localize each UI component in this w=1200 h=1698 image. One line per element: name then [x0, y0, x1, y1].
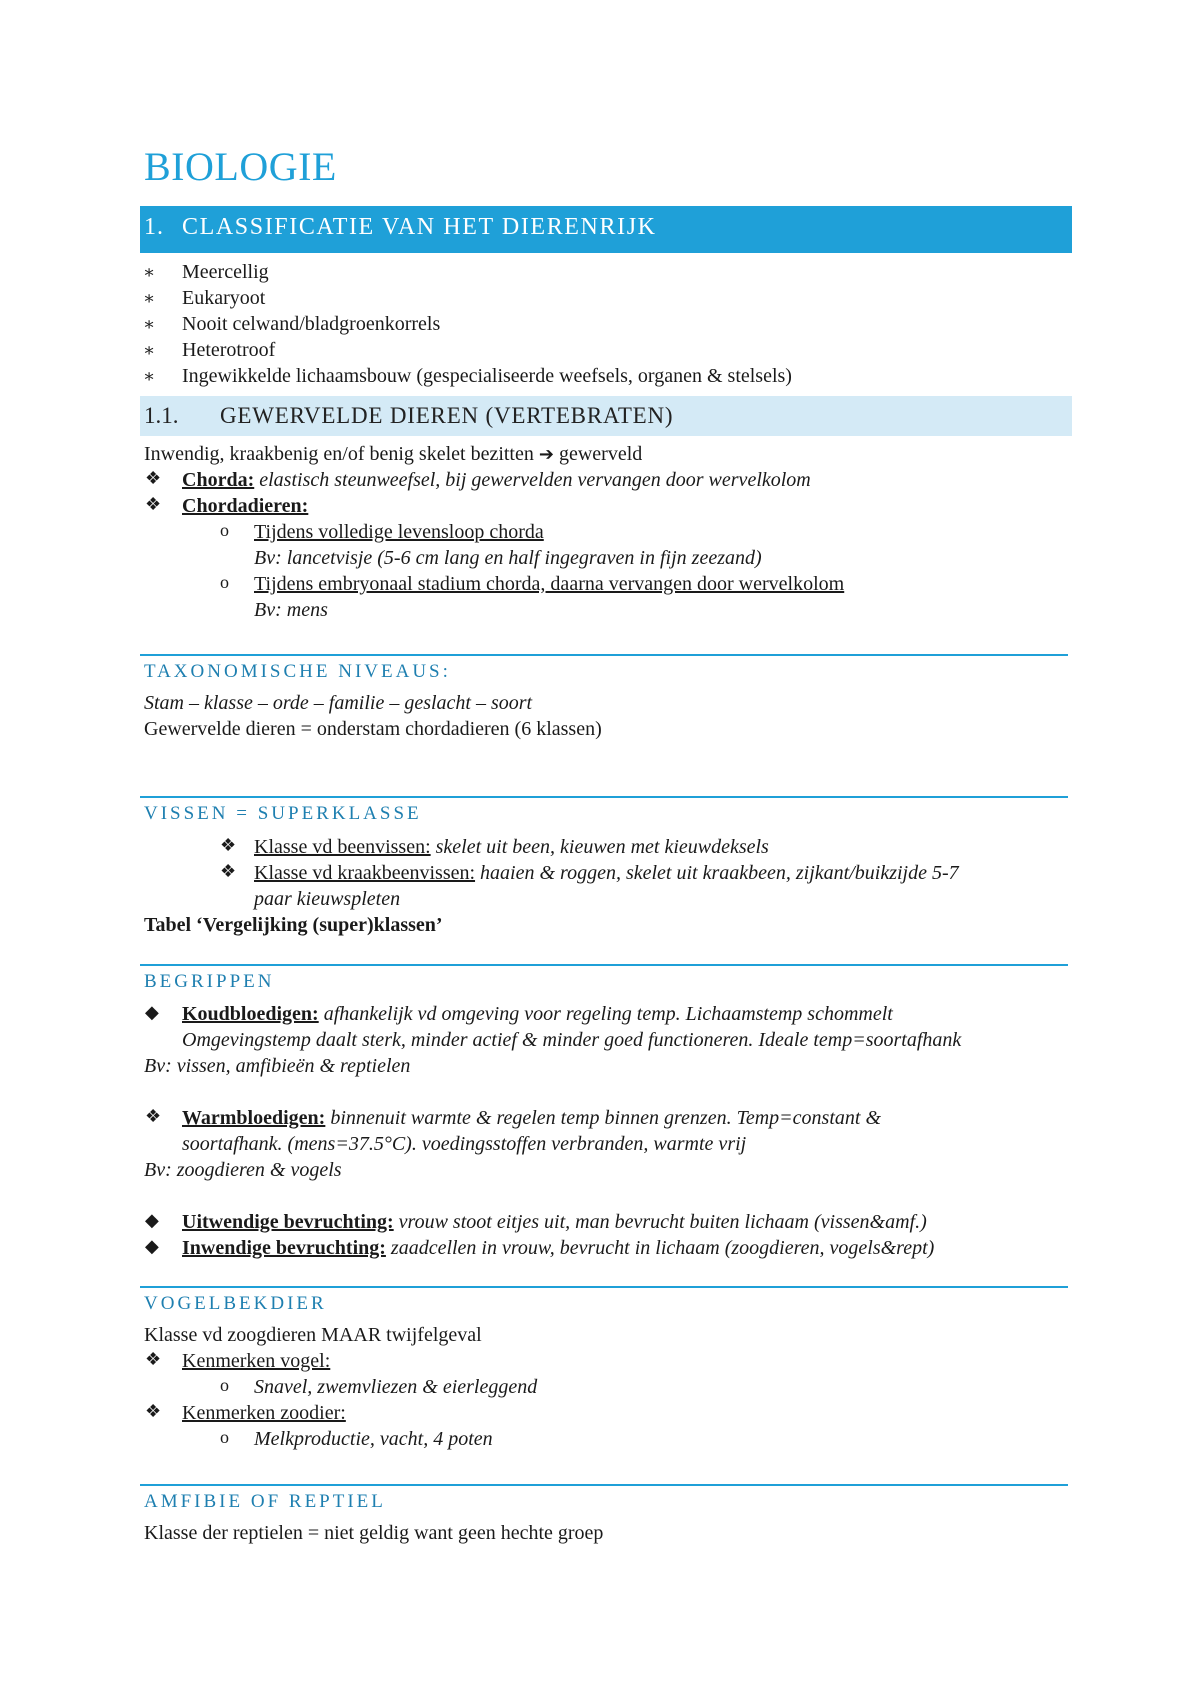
list-item: Heterotroof — [182, 339, 276, 361]
heading-rule — [140, 796, 1068, 798]
term-text-continued: soortafhank. (mens=37.5°C). voedingsstoffen verbranden, warmte vrij — [182, 1133, 747, 1155]
heading-rule — [140, 1286, 1068, 1288]
subsection-heading: GEWERVELDE DIEREN (VERTEBRATEN) — [220, 403, 674, 428]
example-text: Bv: lancetvisje (5-6 cm lang en half ingegraven in fijn zeezand) — [254, 547, 762, 569]
section-heading: CLASSIFICATIE VAN HET DIERENRIJK — [182, 214, 657, 240]
intro-line — [144, 441, 642, 468]
diamond-bullet-icon: ❖ — [145, 468, 162, 488]
paragraph: Gewervelde dieren = onderstam chordadieren (6 klassen) — [144, 718, 602, 740]
page-title: BIOLOGIE — [144, 144, 337, 189]
term-text: skelet uit been, kieuwen met kieuwdeksels — [435, 836, 769, 858]
vissen-item — [254, 860, 959, 886]
term-text: elastisch steunweefsel, bij gewervelden vervangen door wervelkolom — [259, 469, 811, 491]
term-label: Klasse vd kraakbeenvissen: — [254, 862, 476, 884]
heading-vissen: VISSEN = SUPERKLASSE — [144, 803, 422, 824]
intro-result: gewerveld — [558, 443, 643, 465]
subsection-heading-bar — [140, 396, 1072, 436]
term-text: haaien & roggen, skelet uit kraakbeen, zijkant/buikzijde 5-7 — [480, 862, 959, 884]
term-label: Chorda: — [182, 469, 255, 491]
term-text: binnenuit warmte & regelen temp binnen grenzen. Temp=constant & — [330, 1107, 881, 1129]
term-label: Klasse vd beenvissen: — [254, 836, 431, 858]
diamond-bullet-icon: ❖ — [145, 1401, 162, 1421]
diamond-bullet-icon: ❖ — [145, 1349, 162, 1369]
heading-vogelbekdier: VOGELBEKDIER — [144, 1293, 327, 1314]
circle-bullet-icon: o — [220, 1375, 229, 1395]
table-reference: Tabel ‘Vergelijking (super)klassen’ — [144, 914, 443, 936]
filled-diamond-bullet-icon: ◆ — [145, 1002, 159, 1022]
section-heading-bar — [140, 206, 1072, 253]
term-label: Inwendige bevruchting: — [182, 1237, 386, 1259]
term-text: zaadcellen in vrouw, bevrucht in lichaam (zoogdieren, vogels&rept) — [390, 1237, 935, 1259]
sub-item: Melkproductie, vacht, 4 poten — [254, 1428, 493, 1450]
example-text: Bv: mens — [254, 599, 328, 621]
example-text: Bv: zoogdieren & vogels — [144, 1159, 342, 1181]
heading-rule — [140, 1484, 1068, 1486]
list-item: Ingewikkelde lichaamsbouw (gespecialiseerde weefsels, organen & stelsels) — [182, 365, 792, 387]
heading-begrippen: BEGRIPPEN — [144, 971, 275, 992]
definition-inwendige-bevruchting — [182, 1235, 934, 1261]
circle-bullet-icon: o — [220, 520, 229, 540]
star-bullet-icon: ∗ — [143, 340, 156, 360]
star-bullet-icon: ∗ — [143, 288, 156, 308]
list-item: Meercellig — [182, 261, 269, 283]
list-item: Nooit celwand/bladgroenkorrels — [182, 313, 441, 335]
term-text-continued: Omgevingstemp daalt sterk, minder actief & minder goed functioneren. Ideale temp=soortafhank — [182, 1029, 962, 1051]
diamond-bullet-icon: ❖ — [145, 494, 162, 514]
star-bullet-icon: ∗ — [143, 262, 156, 282]
example-text: Bv: vissen, amfibieën & reptielen — [144, 1055, 411, 1077]
star-bullet-icon: ∗ — [143, 366, 156, 386]
diamond-bullet-icon: ❖ — [220, 835, 237, 855]
diamond-bullet-icon: ❖ — [220, 861, 237, 881]
subsection-number: 1.1. — [144, 403, 179, 428]
term-label: Kenmerken zoodier: — [182, 1402, 346, 1424]
term-text: afhankelijk vd omgeving voor regeling temp. Lichaamstemp schommelt — [323, 1003, 893, 1025]
sub-item: Tijdens volledige levensloop chorda — [254, 521, 544, 543]
term-label: Uitwendige bevruchting: — [182, 1211, 394, 1233]
term-label: Warmbloedigen: — [182, 1107, 326, 1129]
paragraph: Klasse vd zoogdieren MAAR twijfelgeval — [144, 1324, 482, 1346]
heading-rule — [140, 964, 1068, 966]
sub-item: Snavel, zwemvliezen & eierleggend — [254, 1376, 538, 1398]
paragraph: Stam – klasse – orde – familie – geslacht – soort — [144, 692, 533, 714]
vissen-item — [254, 834, 769, 860]
chorda-definition — [182, 467, 811, 493]
definition-warmbloedigen — [182, 1105, 881, 1131]
definition-koudbloedigen — [182, 1001, 893, 1027]
intro-text: Inwendig, kraakbenig en/of benig skelet bezitten — [144, 443, 534, 465]
definition-uitwendige-bevruchting — [182, 1209, 927, 1235]
section-number: 1. — [144, 214, 164, 240]
term-label: Koudbloedigen: — [182, 1003, 319, 1025]
star-bullet-icon: ∗ — [143, 314, 156, 334]
sub-item: Tijdens embryonaal stadium chorda, daarna vervangen door wervelkolom — [254, 573, 845, 595]
filled-diamond-bullet-icon: ◆ — [145, 1210, 159, 1230]
arrow-right-icon: ➔ — [538, 444, 554, 465]
term-label: Kenmerken vogel: — [182, 1350, 331, 1372]
circle-bullet-icon: o — [220, 1427, 229, 1447]
term-text-continued: paar kieuwspleten — [254, 888, 401, 910]
heading-amfibie: AMFIBIE OF REPTIEL — [144, 1491, 386, 1512]
heading-taxonomie: TAXONOMISCHE NIVEAUS: — [144, 661, 451, 682]
filled-diamond-bullet-icon: ◆ — [145, 1236, 159, 1256]
diamond-bullet-icon: ❖ — [145, 1106, 162, 1126]
heading-rule — [140, 654, 1068, 656]
term-text: vrouw stoot eitjes uit, man bevrucht buiten lichaam (vissen&amf.) — [398, 1211, 927, 1233]
circle-bullet-icon: o — [220, 572, 229, 592]
term-label: Chordadieren: — [182, 495, 309, 517]
paragraph: Klasse der reptielen = niet geldig want geen hechte groep — [144, 1522, 604, 1544]
list-item: Eukaryoot — [182, 287, 266, 309]
